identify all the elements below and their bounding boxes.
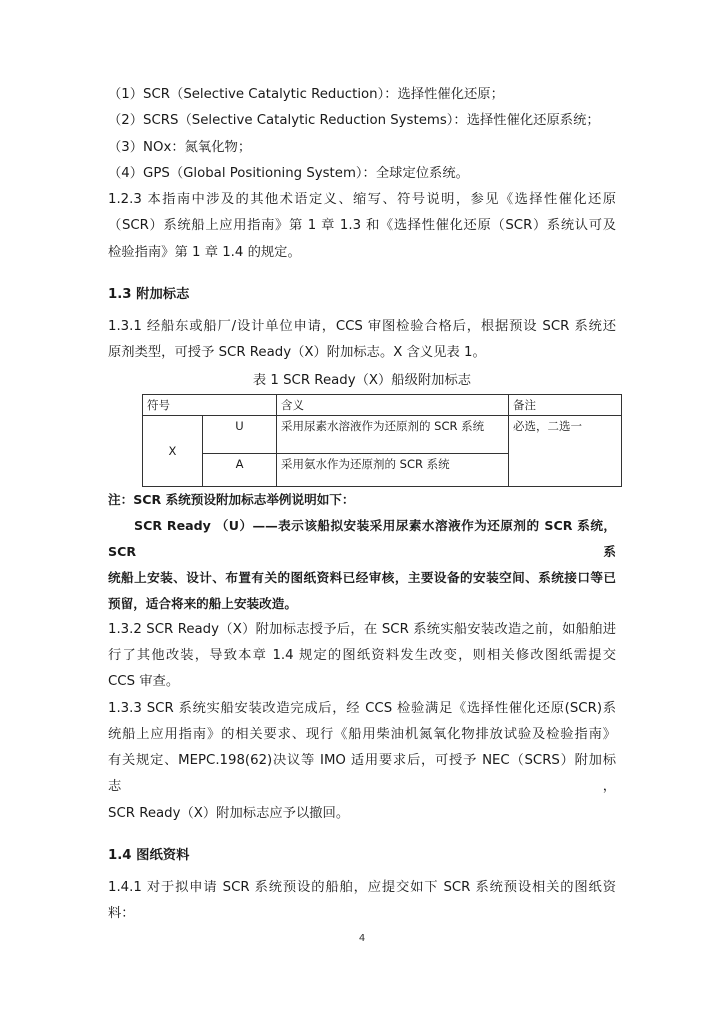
section-heading-1-4: 1.4 图纸资料 — [108, 848, 190, 864]
remark-cell: 必选，二选一 — [509, 415, 622, 486]
page-number: 4 — [358, 933, 366, 944]
table-header-cell: 符号 — [143, 394, 277, 415]
clause-1-3-1-line: 原剂类型，可授予 SCR Ready（X）附加标志。X 含义见表 1。 — [108, 345, 486, 361]
note-title: 注：SCR 系统预设附加标志举例说明如下： — [108, 491, 355, 507]
meaning-cell: 采用尿素水溶液作为还原剂的 SCR 系统 — [277, 415, 509, 453]
clause-1-3-3-line: 有关规定、MEPC.198(62)决议等 IMO 适用要求后，可授予 NEC（SCRS）附加标志， — [108, 753, 616, 795]
note-line: SCR Ready （U）——表示该船拟安装采用尿素水溶液作为还原剂的 SCR 系统，SCR 系 — [108, 517, 616, 559]
note-line: 预留，适合将来的船上安装改造。 — [108, 595, 297, 611]
definition-item: （4）GPS（Global Positioning System）：全球定位系统。 — [108, 165, 469, 181]
clause-1-3-3-line: 1.3.3 SCR 系统实船安装改造完成后，经 CCS 检验满足《选择性催化还原(SCR)系 — [108, 700, 616, 716]
clause-1-4-1-line: 料： — [108, 906, 135, 922]
clause-1-3-3-line: SCR Ready（X）附加标志应予以撤回。 — [108, 805, 350, 821]
table-caption: 表 1 SCR Ready（X）船级附加标志 — [252, 372, 472, 388]
section-heading-1-3: 1.3 附加标志 — [108, 287, 190, 303]
table-header-row — [143, 394, 622, 415]
definition-item: （3）NOx：氮氧化物； — [108, 139, 252, 155]
definition-item: （1）SCR（Selective Catalytic Reduction）：选择性催化还原； — [108, 87, 504, 102]
symbol-cell: X — [143, 415, 203, 486]
clause-1-3-2-line: 1.3.2 SCR Ready（X）附加标志授予后，在 SCR 系统实船安装改造之前，如船舶进 — [108, 621, 616, 637]
notation-table — [142, 394, 622, 487]
clause-1-3-1-line: 1.3.1 经船东或船厂/设计单位申请，CCS 审图检验合格后，根据预设 SCR 系统还 — [108, 319, 616, 335]
sub-symbol-cell: A — [203, 453, 277, 486]
page-content — [108, 82, 616, 928]
clause-1-2-3-line: 1.2.3 本指南中涉及的其他术语定义、缩写、符号说明，参见《选择性催化还原 — [108, 192, 616, 208]
clause-1-2-3-line: （SCR）系统船上应用指南》第 1 章 1.3 和《选择性催化还原（SCR）系统认可及 — [108, 218, 616, 234]
clause-1-3-2-line: 行了其他改装，导致本章 1.4 规定的图纸资料发生改变，则相关修改图纸需提交 — [108, 647, 616, 663]
table-header-cell: 备注 — [509, 394, 622, 415]
note-line: 统船上安装、设计、布置有关的图纸资料已经审核，主要设备的安装空间、系统接口等已 — [108, 569, 616, 585]
sub-symbol-cell: U — [203, 415, 277, 453]
clause-1-4-1-line: 1.4.1 对于拟申请 SCR 系统预设的船舶，应提交如下 SCR 系统预设相关的图纸资 — [108, 880, 616, 896]
clause-1-3-3-line: 统船上应用指南》的相关要求、现行《船用柴油机氮氧化物排放试验及检验指南》 — [108, 726, 616, 742]
table-row — [143, 415, 622, 453]
meaning-cell: 采用氨水作为还原剂的 SCR 系统 — [277, 453, 509, 486]
clause-1-2-3-line: 检验指南》第 1 章 1.4 的规定。 — [108, 244, 301, 260]
table-header-cell: 含义 — [277, 394, 509, 415]
definition-item: （2）SCRS（Selective Catalytic Reduction Systems）：选择性催化还原系统； — [108, 113, 600, 129]
clause-1-3-2-line: CCS 审查。 — [108, 674, 180, 690]
